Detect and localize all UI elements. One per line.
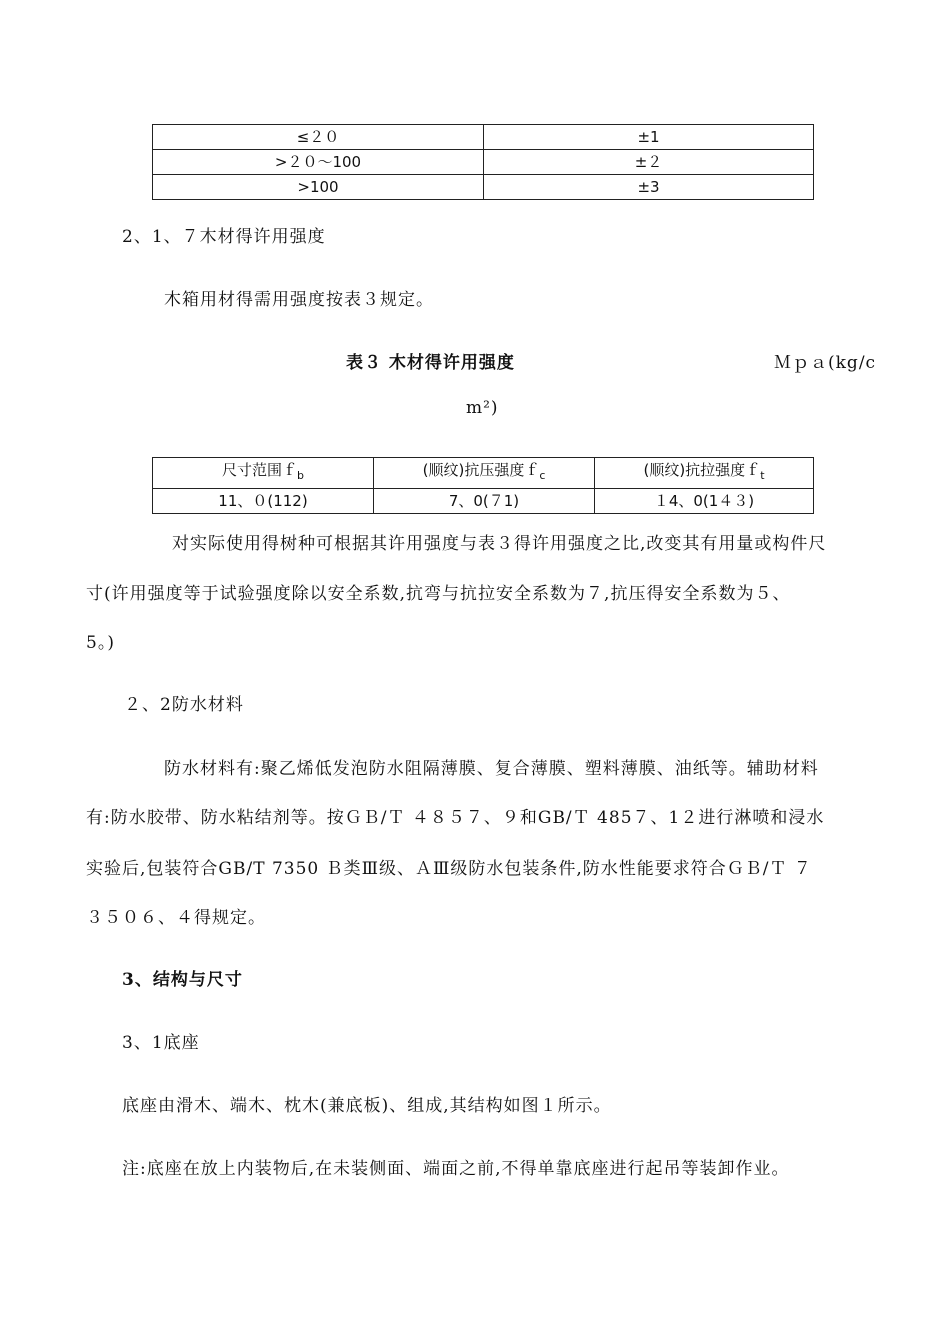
table-cell: 7、0(７1) <box>374 489 595 514</box>
wood-strength-table <box>152 457 814 514</box>
paragraph: 木箱用材得需用强度按表３规定。 <box>164 290 434 310</box>
table-cell: ±２ <box>484 150 814 175</box>
table-cell: ±1 <box>484 125 814 150</box>
table-row <box>153 150 814 175</box>
note-paragraph: 注:底座在放上内装物后,在未装侧面、端面之前,不得单靠底座进行起吊等装卸作业。 <box>122 1159 790 1179</box>
table-cell: ±3 <box>484 175 814 200</box>
table-cell: ≤２０ <box>153 125 484 150</box>
paragraph-line: 对实际使用得树种可根据其许用强度与表３得许用强度之比,改变其有用量或构件尺 <box>172 534 827 554</box>
table-cell: >100 <box>153 175 484 200</box>
table3-title: 表３ 木材得许用强度 <box>346 353 515 373</box>
table-cell: １4、0(1４３) <box>595 489 814 514</box>
section-heading-3: 3、结构与尺寸 <box>122 970 243 990</box>
table3-unit: Ｍｐａ(kg/c <box>774 353 877 373</box>
table-header-row <box>153 458 814 489</box>
table-row <box>153 175 814 200</box>
section-heading-3-1: 3、1底座 <box>122 1033 200 1053</box>
paragraph-line: 有:防水胶带、防水粘结剂等。按ＧＢ/Ｔ ４８５７、９和GB/Ｔ 485７、1２进行淋喷和浸水 <box>86 808 825 828</box>
table-cell: >２０～100 <box>153 150 484 175</box>
paragraph-line: 防水材料有:聚乙烯低发泡防水阻隔薄膜、复合薄膜、塑料薄膜、油纸等。辅助材料 <box>164 759 819 779</box>
table-row <box>153 125 814 150</box>
tolerance-table <box>152 124 814 200</box>
table-cell: 11、０(112) <box>153 489 374 514</box>
table-header-cell: 尺寸范围ｆ$_b$ <box>153 458 374 489</box>
table3-unit-continued: m²) <box>466 398 499 418</box>
table-row <box>153 489 814 514</box>
table-header-cell: (顺纹)抗压强度ｆ$_c$ <box>374 458 595 489</box>
paragraph-line: 5。) <box>86 633 115 653</box>
section-heading-2-2: ２、2防水材料 <box>124 695 244 715</box>
paragraph: 底座由滑木、端木、枕木(兼底板)、组成,其结构如图１所示。 <box>122 1096 612 1116</box>
paragraph-line: 寸(许用强度等于试验强度除以安全系数,抗弯与抗拉安全系数为７,抗压得安全系数为５、 <box>86 584 791 604</box>
paragraph-line: 实验后,包装符合GB/T 7350 Ｂ类Ⅲ级、ＡⅢ级防水包装条件,防水性能要求符合ＧＢ/Ｔ ７ <box>86 859 812 879</box>
paragraph-line: ３５０６、４得规定。 <box>86 908 266 928</box>
section-heading-2-1-7: 2、1、７木材得许用强度 <box>122 227 326 247</box>
table-header-cell: (顺纹)抗拉强度ｆ$_t$ <box>595 458 814 489</box>
